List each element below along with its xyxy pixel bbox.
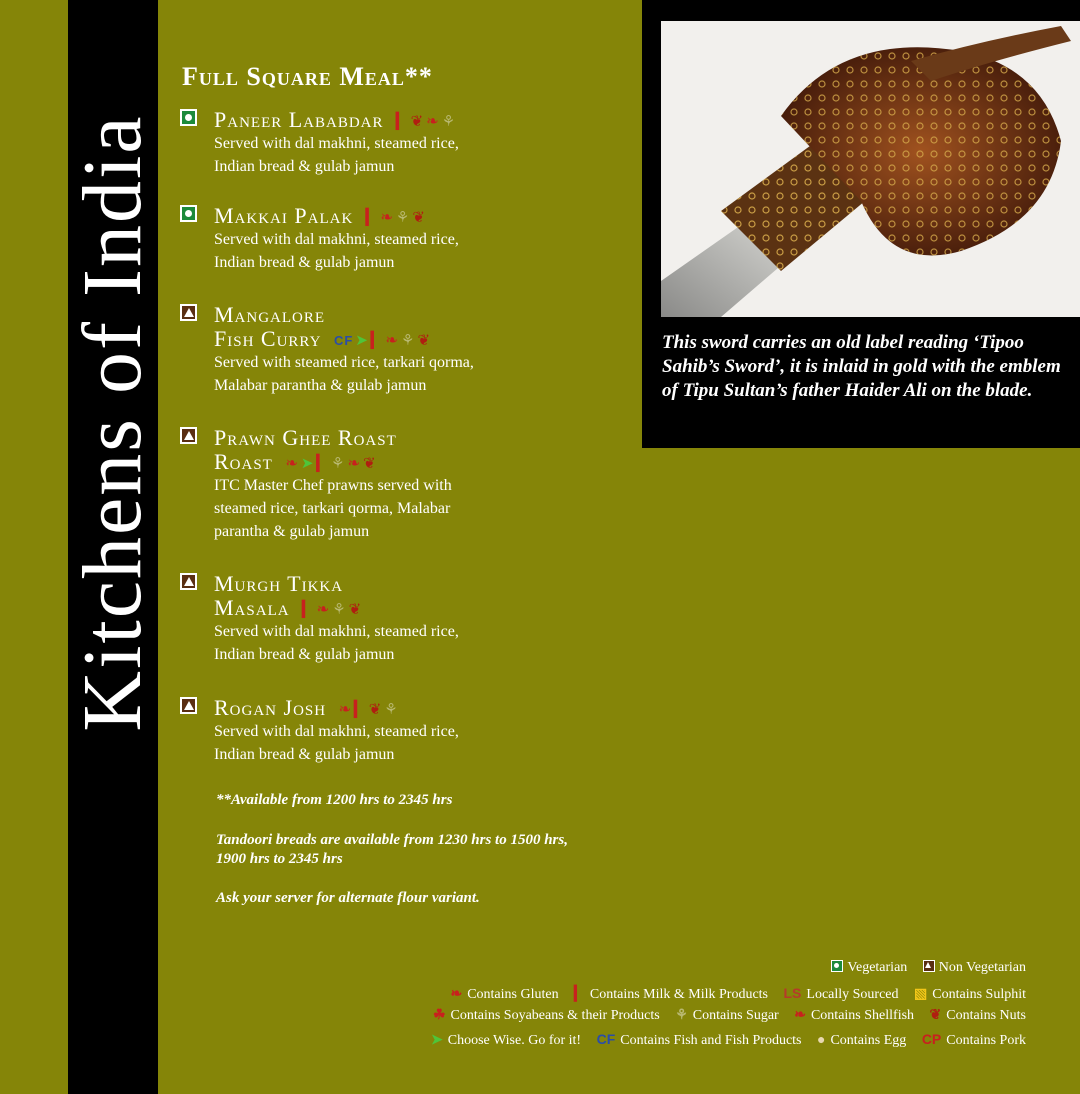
sword-hilt-illustration <box>661 21 1080 317</box>
section-title: Full Square Meal** <box>182 62 433 91</box>
non-vegetarian-mark-icon <box>923 960 935 972</box>
nuts-icon: ❦ <box>348 601 363 618</box>
dish-name: Rogan Josh ❧ ▎ ❦ ⚘ <box>214 695 399 720</box>
sulphit-icon: ▧ <box>914 985 928 1001</box>
menu-item <box>180 696 600 766</box>
gluten-icon: ❧ <box>426 113 440 130</box>
allergen-icons <box>339 701 401 719</box>
gluten-icon: ❧ <box>338 701 353 718</box>
milk-icon: ▎ <box>365 209 379 226</box>
sugar-icon: ⚘ <box>675 1006 688 1022</box>
vegetarian-mark-icon <box>831 960 843 972</box>
menu-item <box>180 572 600 666</box>
gluten-icon: ❧ <box>380 209 394 226</box>
fish-products-icon: CF <box>596 1031 616 1047</box>
milk-icon: ▎ <box>302 601 315 618</box>
allergen-icons <box>396 113 458 131</box>
menu-item <box>180 303 600 397</box>
dish-name: Murgh Tikka Masala ▎ ❧ ⚘ ❦ <box>214 571 363 620</box>
nuts-icon: ❦ <box>368 701 383 718</box>
milk-icon: ▎ <box>396 113 409 130</box>
flour-note: Ask your server for alternate flour variant. <box>216 890 480 906</box>
photo-caption: This sword carries an old label reading ‘Tipoo Sahib’s Sword’, it is inlaid in gold with the emblem of Tipu Sultan’s father Haider Ali on the blade. <box>662 332 1061 401</box>
choose-wise-fish-icon: ➤ <box>431 1031 443 1047</box>
dish-name: Paneer Lababdar ▎ ❦ ❧ ⚘ <box>214 107 457 132</box>
vegetarian-mark-icon <box>180 205 197 222</box>
menu-item <box>180 108 600 178</box>
dish-description: Served with dal makhni, steamed rice, Indian bread & gulab jamun <box>214 723 459 763</box>
milk-icon: ▎ <box>574 985 585 1001</box>
nuts-icon: ❦ <box>417 332 432 349</box>
sugar-icon: ⚘ <box>400 332 416 349</box>
dish-name: Prawn Ghee Roast Roast ❧ ➤ ▎ ⚘ ❧ ❦ <box>214 425 397 474</box>
allergen-icons <box>285 455 378 473</box>
dish-description: Served with dal makhni, steamed rice, Indian bread & gulab jamun <box>214 623 459 663</box>
choose-wise-fish-icon: ➤ <box>355 332 369 349</box>
legend-row-1: ❧ Contains Gluten ▎ Contains Milk & Milk Products LS Locally Sourced ▧ Contains Sulphit <box>450 985 1026 1002</box>
dish-description: Served with steamed rice, tarkari qorma, Malabar parantha & gulab jamun <box>214 354 474 394</box>
sword-photo <box>661 21 1080 317</box>
egg-icon: ● <box>817 1031 826 1047</box>
non-vegetarian-mark-icon <box>180 427 197 444</box>
vegetarian-mark-icon <box>180 109 197 126</box>
gluten-icon: ❧ <box>347 455 362 472</box>
menu-item <box>180 204 600 274</box>
sugar-icon: ⚘ <box>331 455 346 472</box>
fish-products-icon: CF <box>333 332 354 348</box>
side-title: Kitchens of India <box>66 114 159 732</box>
non-vegetarian-mark-icon <box>180 304 197 321</box>
allergen-icons <box>302 601 364 619</box>
milk-icon: ▎ <box>354 701 367 718</box>
availability-note: **Available from 1200 hrs to 2345 hrs <box>216 792 453 808</box>
gluten-icon: ❧ <box>450 985 463 1001</box>
gluten-icon: ❧ <box>316 601 331 618</box>
non-vegetarian-mark-icon <box>180 697 197 714</box>
shellfish-icon: ❧ <box>794 1006 806 1022</box>
sugar-icon: ⚘ <box>395 209 411 226</box>
dish-name: Makkai Palak ▎ ❧ ⚘ ❦ <box>214 203 426 228</box>
nuts-icon: ❦ <box>929 1006 942 1022</box>
locally-sourced-icon: LS <box>783 985 802 1001</box>
choose-wise-fish-icon: ➤ <box>300 455 315 472</box>
legend-row-3: ➤ Choose Wise. Go for it! CF Contains Fish and Fish Products ● Contains Egg CP Contains Pork <box>431 1031 1026 1048</box>
dish-description: ITC Master Chef prawns served with steamed rice, tarkari qorma, Malabar parantha & gulab jamun <box>214 477 452 540</box>
menu-item <box>180 426 600 543</box>
dish-name: Mangalore Fish Curry CF ➤ ▎ ❧ ⚘ ❦ <box>214 302 432 351</box>
sugar-icon: ⚘ <box>441 113 457 130</box>
sugar-icon: ⚘ <box>332 601 347 618</box>
shellfish-icon: ❧ <box>285 455 299 472</box>
allergen-icons <box>366 209 428 227</box>
milk-icon: ▎ <box>370 332 384 349</box>
legend-row-2: ☘ Contains Soyabeans & their Products ⚘ Contains Sugar ❧ Contains Shellfish ❦ Contains Nuts <box>432 1006 1026 1023</box>
nuts-icon: ❦ <box>410 113 425 130</box>
allergen-icons <box>334 332 433 350</box>
nuts-icon: ❦ <box>412 209 426 226</box>
tandoori-note: Tandoori breads are available from 1230 hrs to 1500 hrs, 1900 hrs to 2345 hrs <box>216 832 568 867</box>
dish-description: Served with dal makhni, steamed rice, Indian bread & gulab jamun <box>214 135 459 175</box>
milk-icon: ▎ <box>316 455 330 472</box>
non-vegetarian-mark-icon <box>180 573 197 590</box>
sugar-icon: ⚘ <box>384 701 399 718</box>
gluten-icon: ❧ <box>385 332 399 349</box>
legend-diet: Vegetarian Non Vegetarian <box>819 960 1026 976</box>
nuts-icon: ❦ <box>363 455 377 472</box>
pork-icon: CP <box>921 1031 942 1047</box>
soyabeans-icon: ☘ <box>432 1006 446 1022</box>
dish-description: Served with dal makhni, steamed rice, Indian bread & gulab jamun <box>214 231 459 271</box>
